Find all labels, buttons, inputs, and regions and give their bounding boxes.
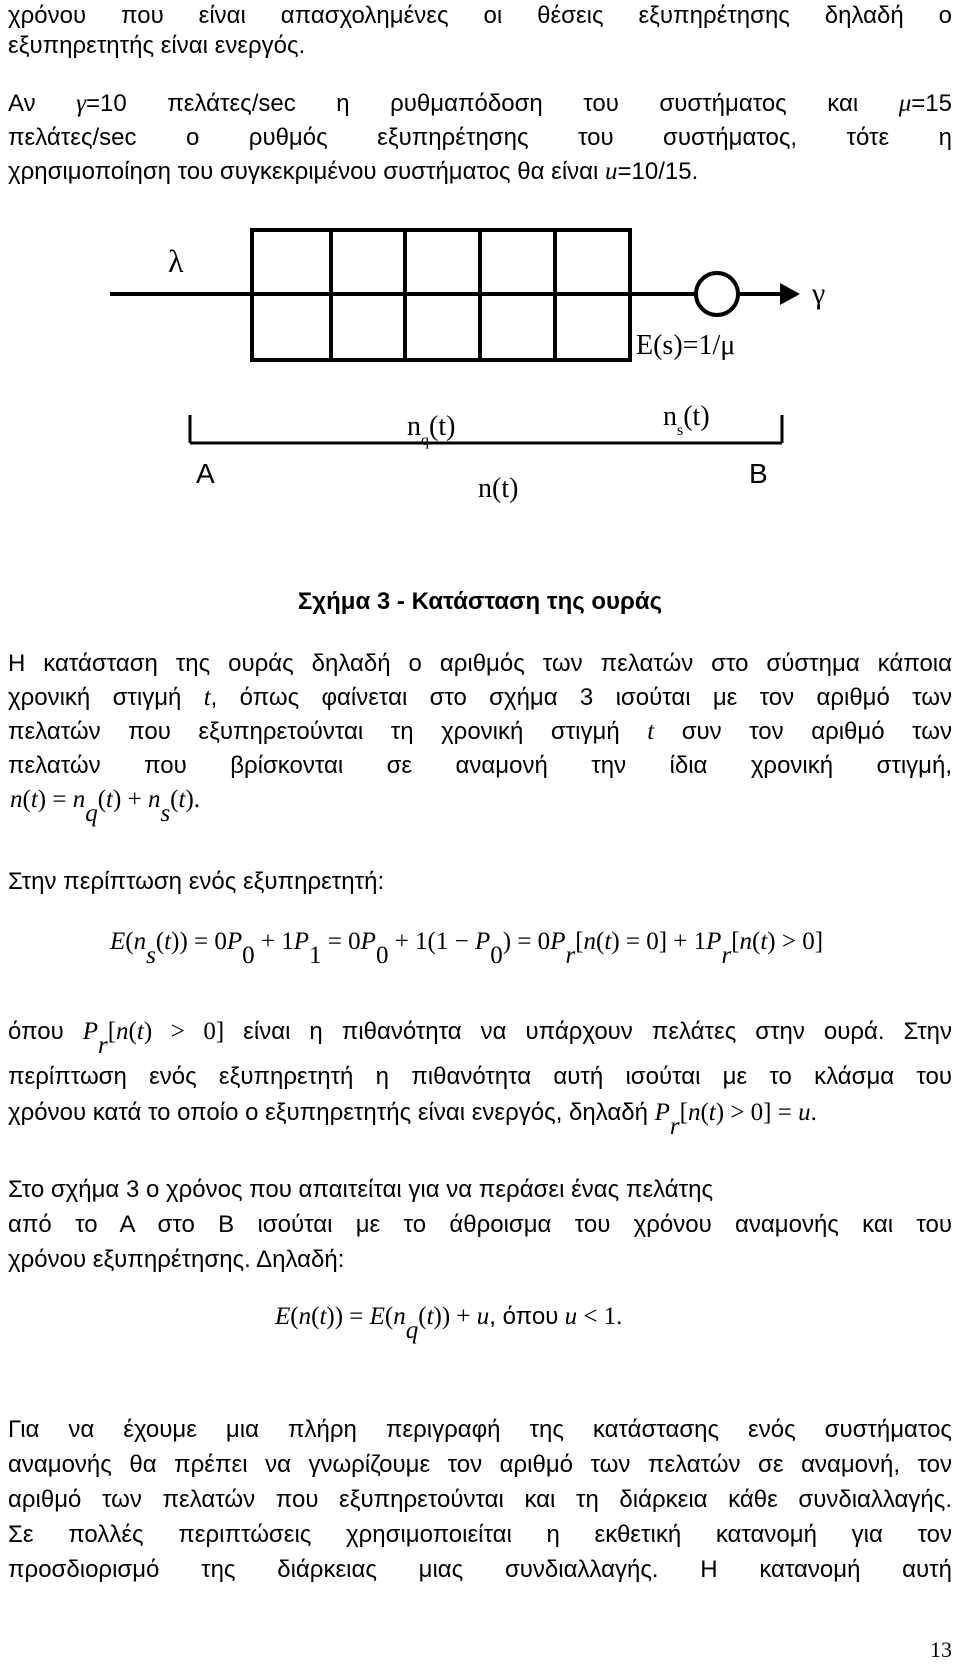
probability-expression: Pr[n(t) > 0] <box>82 1018 225 1059</box>
text-line: Σε πολλές περιπτώσεις χρησιμοποιείται η εκθετική κατανομή για τον <box>8 1521 952 1548</box>
text-line: προσδιορισμό της διάρκειας μιας συνδιαλλαγής. Η κατανομή αυτή <box>8 1556 952 1583</box>
text-line: χρόνου που είναι απασχολημένες οι θέσεις εξυπηρέτησης δηλαδή ο <box>8 2 952 29</box>
point-a-label: A <box>196 458 215 489</box>
text-line: χρονική στιγμή t, όπως φαίνεται στο σχήμα 3 ισούται με τον αριθμό των <box>8 684 953 711</box>
mu-symbol: μ <box>898 90 912 117</box>
page-number: 13 <box>930 1637 952 1662</box>
equation: E(n(t)) = E(nq(t)) + u, όπου u < 1. <box>275 1303 623 1344</box>
gamma-symbol: γ <box>76 90 86 117</box>
equation: n(t) = nq(t) + ns(t). <box>10 786 201 827</box>
text-line: Η κατάσταση της ουράς δηλαδή ο αριθμός των πελατών στο σύστημα κάποια <box>8 650 952 677</box>
arrow-icon <box>780 283 800 305</box>
server-icon <box>696 273 738 315</box>
text-line: από το Α στο Β ισούται με το άθροισμα του χρόνου αναμονής και του <box>8 1211 952 1238</box>
queue-diagram <box>0 0 960 540</box>
lambda-label: λ <box>168 243 184 279</box>
equation: E(ns(t)) = 0P0 + 1P1 = 0P0 + 1(1 − P0) = 0Pr[n(t) = 0] + 1Pr[n(t) > 0] <box>110 928 824 969</box>
text-line: εξυπηρετητής είναι ενεργός. <box>8 32 306 59</box>
text-line: Για να έχουμε μια πλήρη περιγραφή της κατάστασης ενός συστήματος <box>8 1416 952 1443</box>
text-line: χρόνου εξυπηρέτησης. Δηλαδή: <box>8 1246 345 1273</box>
service-time-label: E(s)=1/μ <box>636 330 736 361</box>
text-line: πελατών που εξυπηρετούνται τη χρονική στιγμή t συν τον αριθμό των <box>8 718 952 745</box>
text-line: όπου Pr[n(t) > 0] είναι η πιθανότητα να υπάρχουν πελάτες στην ουρά. Στην <box>8 1018 953 1059</box>
text-line: αριθμό των πελατών που εξυπηρετούνται και τη διάρκεια κάθε συνδιαλλαγής. <box>8 1486 952 1513</box>
text-line: Στο σχήμα 3 ο χρόνος που απαιτείται για να περάσει ένας πελάτης <box>8 1176 714 1203</box>
nq-label: $n_q(t)$ <box>407 411 456 449</box>
text-line: αναμονής θα πρέπει να γνωρίζουμε τον αριθμό των πελατών σε αναμονή, τον <box>8 1451 952 1478</box>
text-line: πελατών που βρίσκονται σε αναμονή την ίδια χρονική στιγμή, <box>8 752 952 779</box>
ns-label: $n_s(t)$ <box>663 401 710 439</box>
text-line: πελάτες/sec ο ρυθμός εξυπηρέτησης του συστήματος, τότε η <box>8 124 952 151</box>
text-line: χρόνου κατά το οποίο ο εξυπηρετητής είναι ενεργός, δηλαδή Pr[n(t) > 0] = u. <box>8 1099 817 1140</box>
probability-expression: Pr[n(t) > 0] = u. <box>654 1099 817 1140</box>
nt-label: n(t) <box>478 473 519 504</box>
text-line: Αν γ=10 πελάτες/sec η ρυθμαπόδοση του συστήματος και μ=15 <box>8 90 952 117</box>
point-b-label: B <box>749 458 768 489</box>
figure-caption: Σχήμα 3 - Κατάσταση της ουράς <box>297 588 663 615</box>
gamma-label: γ <box>812 277 826 310</box>
text-line: Στην περίπτωση ενός εξυπηρετητή: <box>8 868 385 895</box>
text-line: περίπτωση ενός εξυπηρετητή η πιθανότητα αυτή ισούται με το κλάσμα του <box>8 1063 952 1090</box>
text-line: χρησιμοποίηση του συγκεκριμένου συστήματος θα είναι u=10/15. <box>8 158 699 185</box>
